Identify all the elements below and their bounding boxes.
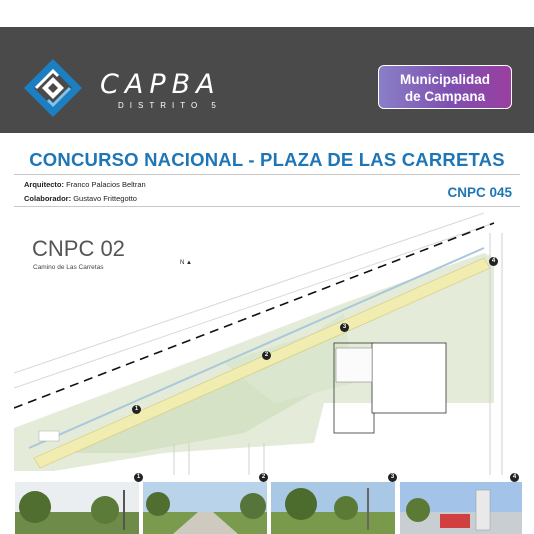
photo-playground [399, 482, 523, 534]
entry-code: CNPC 045 [447, 185, 512, 200]
photo-label-4: 4 [510, 473, 519, 482]
capba-logo-icon [22, 57, 84, 119]
collaborator-label: Colaborador: [24, 194, 72, 203]
header-banner [0, 27, 534, 133]
architect-label: Arquitecto: [24, 180, 64, 189]
collaborator-line [24, 194, 137, 203]
divider [14, 206, 520, 207]
plan-marker-3: 3 [340, 323, 349, 332]
photo-label-1: 1 [134, 473, 143, 482]
title-bar [0, 133, 534, 179]
photo-path [143, 482, 267, 534]
photo-label-2: 2 [259, 473, 268, 482]
photo-park [271, 482, 395, 534]
north-label: N [180, 260, 185, 266]
brand-name: CAPBA [100, 69, 221, 100]
photo-label-3: 3 [388, 473, 397, 482]
plan-title: CNPC 02 [32, 236, 125, 261]
north-arrow-icon: N ▲ [180, 260, 192, 266]
divider [14, 174, 520, 175]
plan-marker-4: 4 [489, 257, 498, 266]
plan-marker-1: 1 [132, 405, 141, 414]
plan-marker-2: 2 [262, 351, 271, 360]
capba-wordmark [100, 71, 222, 110]
municipality-badge [378, 65, 512, 109]
page-title: CONCURSO NACIONAL - PLAZA DE LAS CARRETAS [29, 149, 505, 170]
municipality-line2: de Campana [404, 89, 486, 104]
plan-subtitle: Camino de Las Carretas [33, 264, 104, 271]
municipality-line1: Municipalidad [399, 72, 490, 87]
photo-trees [15, 482, 139, 534]
architect-line [24, 180, 146, 189]
architect-name: Franco Palacios Beltran [66, 180, 146, 189]
collaborator-name: Gustavo Frittegotto [73, 194, 137, 203]
brand-subtitle: DISTRITO 5 [118, 101, 222, 110]
